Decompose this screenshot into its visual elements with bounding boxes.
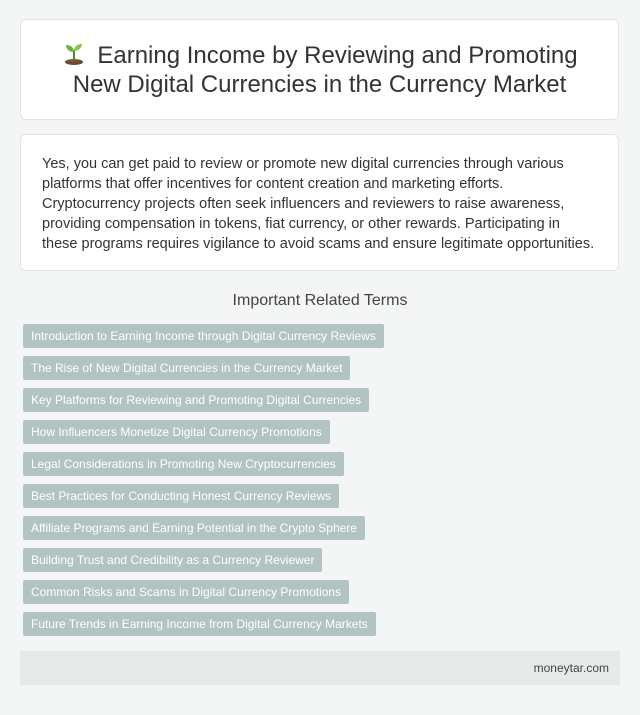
related-term-link[interactable]: How Influencers Monetize Digital Currency Promotions — [23, 420, 330, 444]
related-term-link[interactable]: The Rise of New Digital Currencies in the Currency Market — [23, 356, 350, 380]
sprout-icon — [61, 41, 87, 65]
title-card — [20, 19, 619, 120]
related-term-link[interactable]: Common Risks and Scams in Digital Currency Promotions — [23, 580, 349, 604]
footer — [20, 651, 620, 685]
related-term-link[interactable]: Affiliate Programs and Earning Potential in the Crypto Sphere — [23, 516, 365, 540]
intro-text: Yes, you can get paid to review or promote new digital currencies through various platforms that offer incentives for content creation and marketing efforts. Cryptocurrency projects often seek influencers and reviewers to raise awareness, providing compensation in tokens, fiat currency, or other rewards. Participating in these programs requires vigilance to avoid scams and ensure legitimate opportunities. — [42, 156, 595, 252]
related-terms-list — [23, 324, 384, 644]
related-term-link[interactable]: Building Trust and Credibility as a Currency Reviewer — [23, 548, 322, 572]
intro-card — [20, 134, 619, 271]
list-item — [23, 612, 384, 636]
related-terms-heading: Important Related Terms — [232, 292, 408, 309]
list-item — [23, 388, 384, 412]
list-item — [23, 516, 384, 540]
list-item — [23, 548, 384, 572]
related-term-link[interactable]: Best Practices for Conducting Honest Currency Reviews — [23, 484, 339, 508]
page-title-text: Earning Income by Reviewing and Promoting New Digital Currencies in the Currency Market — [72, 41, 578, 98]
list-item — [23, 484, 384, 508]
related-term-link[interactable]: Legal Considerations in Promoting New Cryptocurrencies — [23, 452, 344, 476]
list-item — [23, 420, 384, 444]
related-term-link[interactable]: Future Trends in Earning Income from Digital Currency Markets — [23, 612, 376, 636]
list-item — [23, 356, 384, 380]
related-term-link[interactable]: Introduction to Earning Income through Digital Currency Reviews — [23, 324, 384, 348]
list-item — [23, 580, 384, 604]
list-item — [23, 324, 384, 348]
related-term-link[interactable]: Key Platforms for Reviewing and Promoting Digital Currencies — [23, 388, 369, 412]
page-title — [60, 41, 580, 99]
list-item — [23, 452, 384, 476]
footer-site-link[interactable]: moneytar.com — [533, 661, 609, 675]
